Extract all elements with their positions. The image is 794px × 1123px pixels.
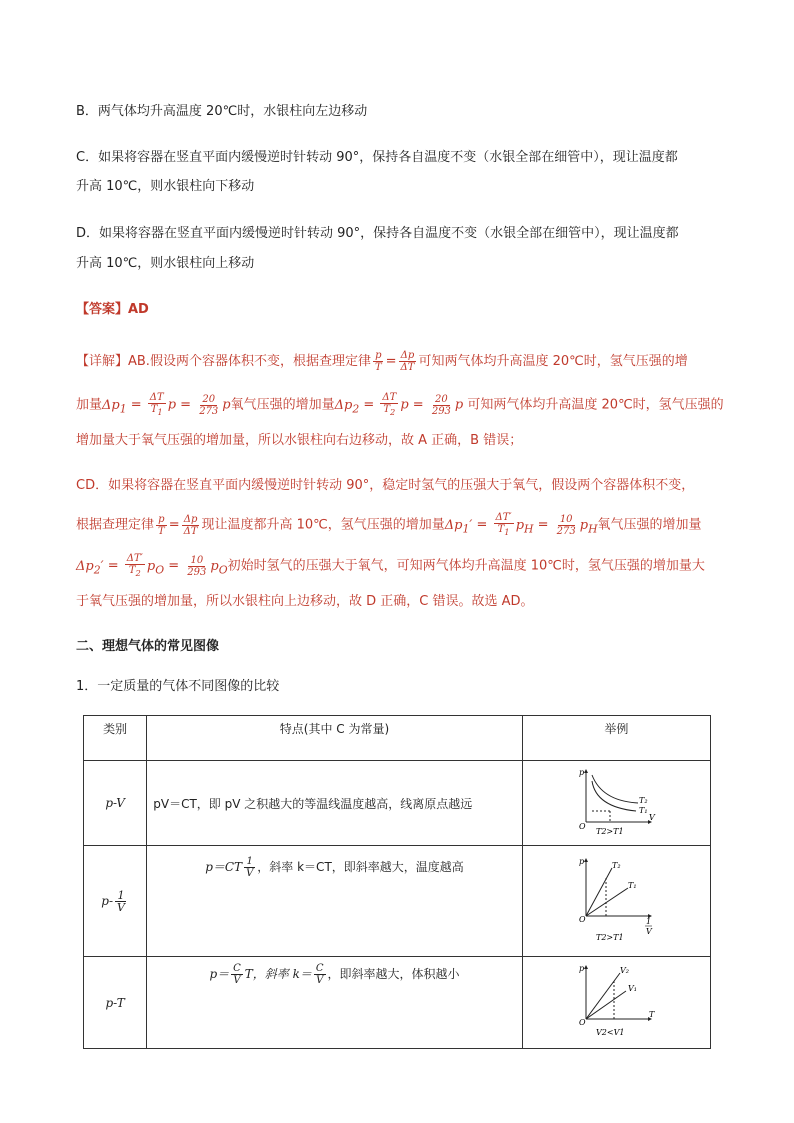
- svg-text:V: V: [646, 926, 653, 936]
- row-category: p-V: [84, 761, 147, 846]
- graph-caption: T2>T1: [596, 826, 624, 836]
- table-header-feature: 特点(其中 C 为常量): [147, 716, 522, 761]
- feature-text: T，斜率 k＝: [244, 967, 312, 981]
- graph-caption: T2>T1: [596, 932, 624, 942]
- svg-text:V₁: V₁: [628, 984, 638, 993]
- graph-pt: [522, 957, 710, 1049]
- section-title: 二、理想气体的常见图像: [76, 639, 220, 654]
- row-category: p-T: [84, 957, 147, 1049]
- detail-line6: $\Delta p_2'$ = $\frac{\Delta T'}{T_2}$ $p_O$ = $\frac{10}{293}$ $p_O$初始时氢气的压强大于氧气，可知两气体均升高温度 10℃时，氢气压强的增加量大: [76, 553, 705, 578]
- detail-text: 氧气压强的增加量: [597, 517, 702, 533]
- detail-text: 氧气压强的增加量: [230, 397, 335, 413]
- svg-text:1: 1: [646, 916, 652, 926]
- table-row: [84, 957, 711, 1049]
- p-inverse-v-graph: [576, 856, 656, 944]
- svg-text:p: p: [579, 964, 585, 973]
- svg-text:V₂: V₂: [620, 966, 630, 975]
- svg-text:T₁: T₁: [639, 805, 648, 815]
- detail-line3: 增加量大于氧气压强的增加量，所以水银柱向右边移动，故 A 正确，B 错误；: [76, 433, 523, 448]
- svg-text:p: p: [579, 856, 585, 866]
- option-b: B．两气体均升高温度 20℃时，水银柱向左边移动: [76, 104, 368, 119]
- option-d-line2: 升高 10℃，则水银柱向上移动: [76, 256, 255, 271]
- subsection-title: 1．一定质量的气体不同图像的比较: [76, 679, 280, 694]
- table-row: [84, 761, 711, 846]
- feature-formula: p＝CT: [205, 860, 243, 874]
- detail-text: 【详解】AB.假设两个容器体积不变，根据查理定律: [76, 354, 371, 369]
- feature-text: ，即斜率越大，体积越小: [327, 967, 460, 981]
- svg-text:T₂: T₂: [639, 795, 648, 805]
- svg-text:O: O: [579, 1018, 586, 1027]
- detail-line7: 于氧气压强的增加量，所以水银柱向上边移动，故 D 正确，C 错误。故选 AD。: [76, 594, 534, 609]
- pv-isotherm-graph: [576, 767, 656, 837]
- feature-text: ，斜率 k＝CT，即斜率越大，温度越高: [257, 860, 464, 874]
- graph-p-1v: [522, 846, 710, 957]
- option-c-line1: C．如果将容器在竖直平面内缓慢逆时针转动 90°，保持各自温度不变（水银全部在细管中），现让温度都: [76, 150, 678, 165]
- detail-line4: CD．如果将容器在竖直平面内缓慢逆时针转动 90°，稳定时氢气的压强大于氧气，假设两个容器体积不变，: [76, 478, 695, 493]
- detail-line1: 【详解】AB.假设两个容器体积不变，根据查理定律 $\frac{p}{T}$ = $\frac{\Delta p}{\Delta T}$ 可知两气体均升高温度 20℃时，氢气压强的增: [76, 350, 688, 373]
- svg-text:p: p: [579, 767, 585, 777]
- graph-caption: V2<V1: [596, 1028, 625, 1037]
- answer: 【答案】AD: [76, 302, 149, 317]
- feature-formula: p＝: [209, 967, 230, 981]
- detail-line2: 加量$\Delta p_1$ = $\frac{\Delta T}{T_1}$ p = $\frac{20}{273}$ p氧气压强的增加量$\Delta p_2$ = $\frac{\Delta T}{T_2}$ p = $\frac{20}{293}$ p 可知两气体均升高温度 20℃时，氢气压强的: [76, 392, 724, 417]
- svg-text:O: O: [579, 914, 586, 924]
- detail-text: 加量: [76, 397, 103, 413]
- svg-text:T: T: [649, 1010, 655, 1019]
- row-feature: pV＝CT，即 pV 之积越大的等温线温度越高，线离原点越远: [147, 761, 522, 846]
- detail-text: 初始时氢气的压强大于氧气，可知两气体均升高温度 10℃时，氢气压强的增加量大: [227, 558, 705, 574]
- table-header-category: 类别: [84, 716, 147, 761]
- svg-text:V: V: [649, 812, 656, 822]
- pt-isochore-graph: [576, 963, 656, 1039]
- table-row: [84, 846, 711, 957]
- formula-dp-over-dt: $\frac{\Delta p}{\Delta T}$: [400, 350, 415, 373]
- comparison-table: [83, 715, 711, 1049]
- table-header-row: [84, 716, 711, 761]
- row-feature: p＝ $\frac{C}{V}$ T，斜率 k＝ $\frac{C}{V}$ ，即斜率越大，体积越小: [147, 957, 522, 1049]
- option-c-line2: 升高 10℃，则水银柱向下移动: [76, 179, 255, 194]
- formula-p-over-t: $\frac{p}{T}$: [374, 350, 382, 373]
- row-category: p- $\frac{1}{V}$: [84, 846, 147, 957]
- svg-text:O: O: [579, 821, 586, 831]
- row-feature: p＝CT $\frac{1}{V}$ ，斜率 k＝CT，即斜率越大，温度越高: [147, 846, 522, 957]
- detail-line5: 根据查理定律 $\frac{p}{T}$ = $\frac{\Delta p}{\Delta T}$ 现让温度都升高 10℃，氢气压强的增加量$\Delta p_1'$ = $\frac{\Delta T'}{T_1}$ $p_H$ = $\frac{10}{273}$ $p_H$氧气压强的增加量: [76, 512, 702, 537]
- svg-text:T₁: T₁: [628, 880, 637, 890]
- table-header-example: 举例: [522, 716, 710, 761]
- svg-text:T₂: T₂: [612, 860, 621, 870]
- detail-text: 可知两气体均升高温度 20℃时，氢气压强的: [467, 397, 724, 413]
- detail-text: 现让温度都升高 10℃，氢气压强的增加量: [201, 517, 445, 533]
- detail-text: 可知两气体均升高温度 20℃时，氢气压强的增: [418, 354, 688, 369]
- detail-text: 根据查理定律: [76, 517, 155, 533]
- graph-pv: [522, 761, 710, 846]
- option-d-line1: D．如果将容器在竖直平面内缓慢逆时针转动 90°，保持各自温度不变（水银全部在细管中），现让温度都: [76, 226, 679, 241]
